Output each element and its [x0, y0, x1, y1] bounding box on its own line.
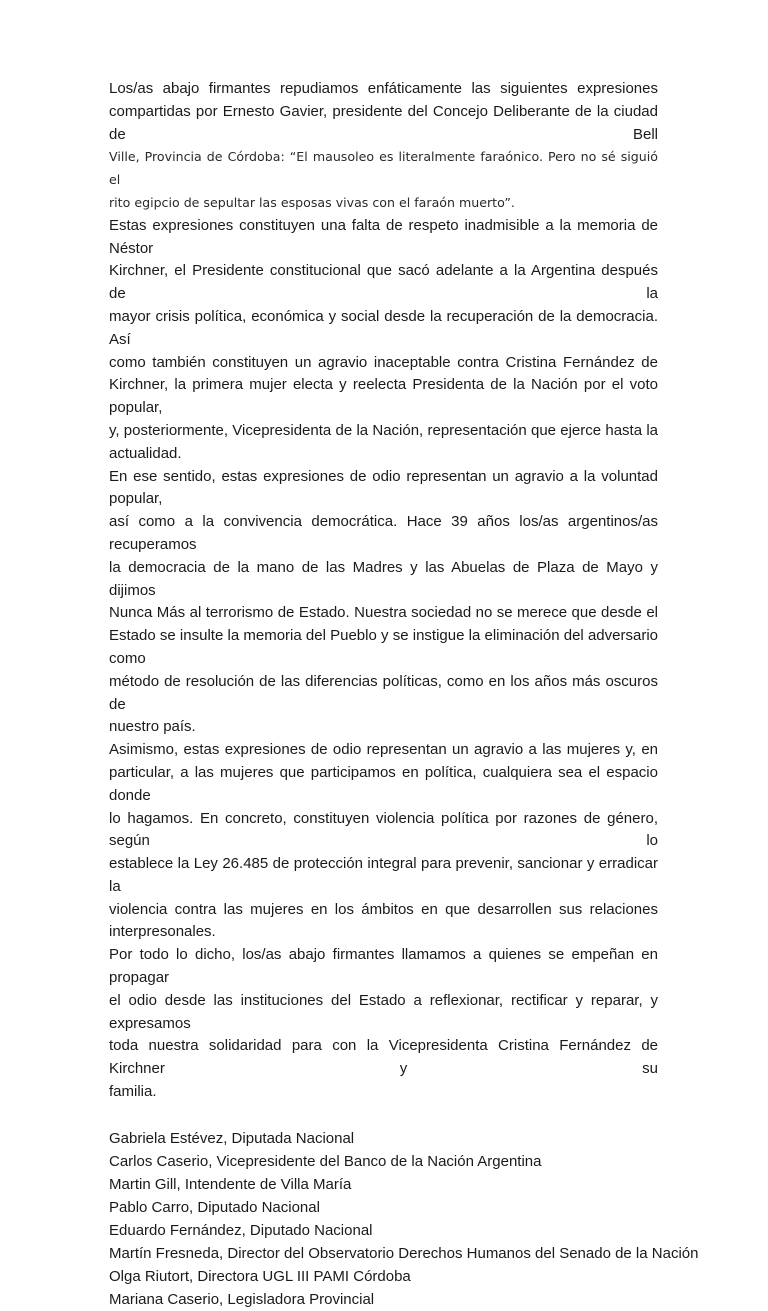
text-line: y, posteriormente, Vicepresidenta de la Nación, representación que ejerce hasta la [109, 421, 658, 439]
text-line: violencia contra las mujeres en los ámbitos en que desarrollen sus relaciones [109, 900, 658, 918]
text-line: Kirchner, el Presidente constitucional que sacó adelante a la Argentina después de la [109, 262, 658, 303]
signature-entry: Carlos Caserio, Vicepresidente del Banco de la Nación Argentina [109, 1152, 542, 1170]
text-line: Estas expresiones constituyen una falta de respeto inadmisible a la memoria de Néstor [109, 216, 658, 257]
text-line: Asimismo, estas expresiones de odio representan un agravio a las mujeres y, en [109, 741, 658, 759]
text-line: así como a la convivencia democrática. Hace 39 años los/as argentinos/as recuperamos [109, 513, 658, 553]
text-line: particular, a las mujeres que participamos en política, cualquiera sea el espacio donde [109, 763, 658, 804]
text-line: Los/as abajo firmantes repudiamos enfáticamente las siguientes expresiones [109, 80, 658, 97]
text-line: interpresonales. [109, 923, 216, 941]
text-line: como también constituyen un agravio inaceptable contra Cristina Fernández de [109, 353, 658, 371]
signature-list [109, 1127, 699, 1311]
document-page [109, 78, 699, 1311]
paragraph-memory [109, 215, 658, 466]
text-line: la democracia de la mano de las Madres y las Abuelas de Plaza de Mayo y dijimos [109, 558, 658, 599]
text-line: Kirchner, la primera mujer electa y reelecta Presidenta de la Nación por el voto popular, [109, 376, 658, 417]
paragraph-democracy [109, 466, 658, 740]
paragraph-gender-violence [109, 739, 658, 944]
text-line: lo hagamos. En concreto, constituyen violencia política por razones de género, según lo [109, 809, 658, 850]
text-line: toda nuestra solidaridad para con la Vicepresidenta Cristina Fernández de Kirchner y su [109, 1037, 658, 1078]
signature-entry: Gabriela Estévez, Diputada Nacional [109, 1129, 355, 1147]
text-line: En ese sentido, estas expresiones de odio representan un agravio a la voluntad popular, [109, 467, 658, 508]
signature-entry: Martín Fresneda, Director del Observatorio Derechos Humanos del Senado de la Nación [109, 1244, 699, 1262]
signature-entry: Mariana Caserio, Legisladora Provincial [109, 1290, 375, 1308]
quoted-statement-line: Ville, Provincia de Córdoba: “El mausoleo es literalmente faraónico. Pero no sé siguió el [109, 149, 658, 188]
text-line: método de resolución de las diferencias políticas, como en los años más oscuros de [109, 672, 658, 713]
text-line: mayor crisis política, económica y social desde la recuperación de la democracia. Así [109, 307, 658, 348]
signature-entry: Martin Gill, Intendente de Villa María [109, 1175, 352, 1193]
quoted-statement-line: rito egipcio de sepultar las esposas vivas con el faraón muerto”. [109, 194, 515, 210]
signature-entry: Olga Riutort, Directora UGL III PAMI Córdoba [109, 1267, 411, 1285]
paragraph-solidarity [109, 944, 658, 1104]
text-line: nuestro país. [109, 718, 196, 736]
text-line: compartidas por Ernesto Gavier, presidente del Concejo Deliberante de la ciudad de Bell [109, 102, 658, 143]
text-line: familia. [109, 1083, 157, 1101]
signature-entry: Pablo Carro, Diputado Nacional [109, 1198, 320, 1216]
text-line: Por todo lo dicho, los/as abajo firmantes llamamos a quienes se empeñan en propagar [109, 946, 658, 987]
text-line: Estado se insulte la memoria del Pueblo y se instigue la eliminación del adversario como [109, 627, 658, 667]
paragraph-repudiation [109, 78, 658, 215]
signature-entry: Eduardo Fernández, Diputado Nacional [109, 1221, 373, 1239]
text-line: actualidad. [109, 444, 182, 462]
text-line: el odio desde las instituciones del Estado a reflexionar, rectificar y reparar, y expresamos [109, 991, 658, 1032]
text-line: Nunca Más al terrorismo de Estado. Nuestra sociedad no se merece que desde el [109, 604, 658, 622]
text-line: establece la Ley 26.485 de protección integral para prevenir, sancionar y erradicar la [109, 855, 658, 895]
